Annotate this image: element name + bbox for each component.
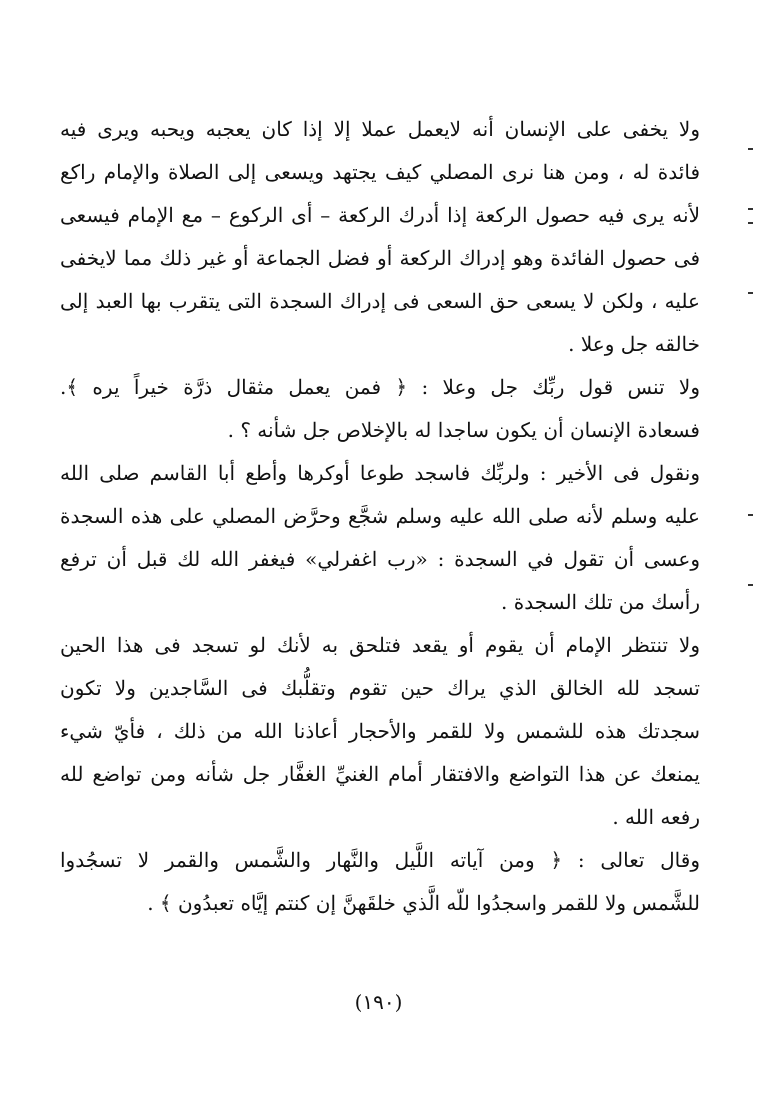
text-line: يمنعك عن هذا التواضع والافتقار أمام الغنيِّ الغفَّار جل شأنه ومن تواضع لله xyxy=(60,762,700,786)
text-line: ولا تنس قول ربِّك جل وعلا : ﴿ فمن يعمل مثقال ذرَّة خيراً يره ﴾. xyxy=(60,375,700,399)
margin-mark xyxy=(748,292,753,294)
margin-mark xyxy=(748,208,753,210)
text-line: عليه ، ولكن لا يسعى حق السعى فى إدراك السجدة التى يتقرب بها العبد إلى xyxy=(60,289,700,313)
text-line: ونقول فى الأخير : ولربِّك فاسجد طوعا أوكرها وأطع أبا القاسم صلى الله xyxy=(60,461,700,485)
margin-mark xyxy=(748,514,753,516)
text-line: للشَّمس ولا للقمر واسجدُوا للّه الَّذي خلقَهنَّ إن كنتم إيَّاه تعبدُون ﴾ . xyxy=(147,891,700,915)
text-line: وقال تعالى : ﴿ ومن آياته اللَّيل والنَّهار والشَّمس والقمر لا تسجُدوا xyxy=(60,848,700,872)
page-number: (١٩٠) xyxy=(354,990,403,1014)
text-line: وعسى أن تقول في السجدة : «رب اغفرلي» فيغفر الله لك قبل أن ترفع xyxy=(60,547,700,571)
text-line: رأسك من تلك السجدة . xyxy=(501,590,700,614)
text-line: فائدة له ، ومن هنا نرى المصلي كيف يجتهد ويسعى إلى الصلاة والإمام راكع xyxy=(60,160,700,184)
text-line: فى حصول الفائدة وهو إدراك الركعة أو فضل الجماعة أو غير ذلك مما لايخفى xyxy=(60,246,700,270)
text-line: ولا تنتظر الإمام أن يقوم أو يقعد فتلحق به لأنك لو تسجد فى هذا الحين xyxy=(60,633,700,657)
body-text xyxy=(60,108,700,925)
text-line: ولا يخفى على الإنسان أنه لايعمل عملا إلا إذا كان يعجبه ويحبه ويرى فيه xyxy=(60,117,700,141)
text-line: رفعه الله . xyxy=(612,805,700,829)
margin-mark xyxy=(748,148,753,150)
text-line: عليه وسلم لأنه صلى الله عليه وسلم شجَّع وحرَّض المصلي على هذه السجدة xyxy=(60,504,700,528)
text-line: فسعادة الإنسان أن يكون ساجدا له بالإخلاص جل شأنه ؟ . xyxy=(227,418,700,442)
text-line: سجدتك هذه للشمس ولا للقمر والأحجار أعاذنا الله من ذلك ، فأيّ شيء xyxy=(60,719,700,743)
margin-mark xyxy=(748,584,753,586)
text-line: لأنه يرى فيه حصول الركعة إذا أدرك الركعة – أى الركوع – مع الإمام فيسعى xyxy=(60,203,700,227)
text-line: خالقه جل وعلا . xyxy=(568,332,700,356)
text-line: تسجد لله الخالق الذي يراك حين تقوم وتقلُّبك فى السَّاجدين ولا تكون xyxy=(60,676,700,700)
margin-mark xyxy=(748,222,753,224)
